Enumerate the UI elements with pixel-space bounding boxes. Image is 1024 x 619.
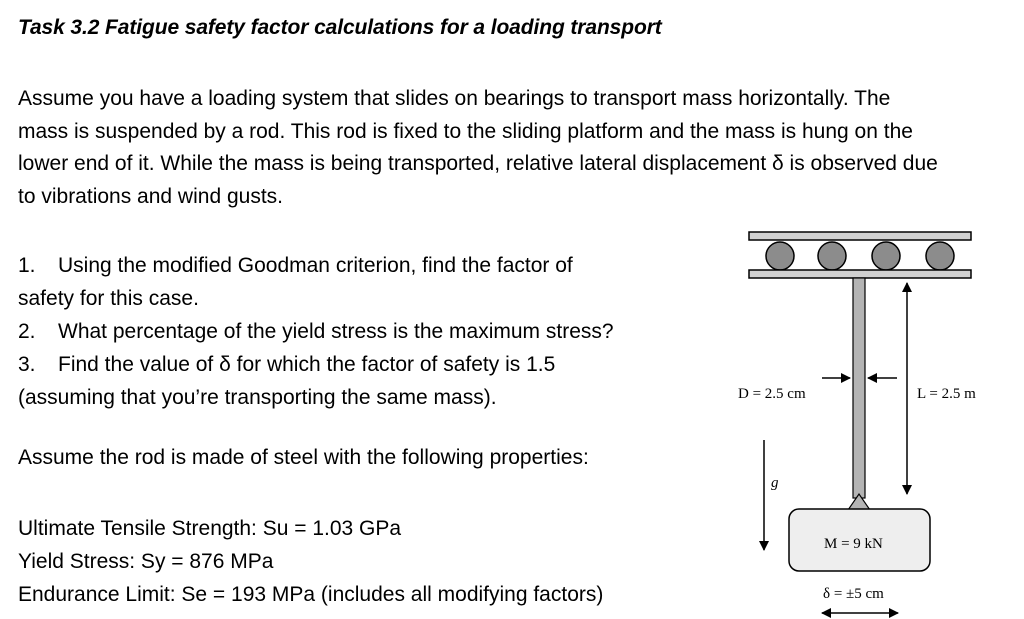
property-ultimate-strength: Ultimate Tensile Strength: Su = 1.03 GPa: [18, 517, 402, 540]
property-yield-stress: Yield Stress: Sy = 876 MPa: [18, 550, 274, 573]
task-continuation: (assuming that you’re transporting the same mass).: [18, 386, 497, 409]
intro-paragraph: Assume you have a loading system that slides on bearings to transport mass horizontally. The mass is suspended by a rod. This rod is fixed to the sliding platform and the mass is hung on the lower end of it. While the mass is being transported, relative lateral displacement δ is observed due to vibrations and wind gusts.: [18, 87, 938, 208]
displacement-label: δ = ±5 cm: [823, 586, 884, 602]
bearing-roller: [926, 242, 954, 270]
suspension-rod: [853, 278, 865, 498]
rod-pivot: [848, 494, 870, 510]
length-label: L = 2.5 m: [917, 386, 976, 402]
mass-label: M = 9 kN: [824, 536, 883, 552]
bearing-roller: [766, 242, 794, 270]
task-number: 1.: [18, 254, 36, 277]
sliding-platform: [749, 270, 971, 278]
task-number: 3.: [18, 353, 36, 376]
bearing-roller: [818, 242, 846, 270]
task-text: Find the value of δ for which the factor of safety is 1.5: [58, 353, 556, 376]
task-number: 2.: [18, 320, 36, 343]
task-title: Task 3.2 Fatigue safety factor calculations for a loading transport: [18, 16, 662, 39]
task-text: Using the modified Goodman criterion, find the factor of: [58, 254, 573, 277]
top-rail: [749, 232, 971, 240]
gravity-label: g: [771, 475, 779, 491]
task-continuation: safety for this case.: [18, 287, 199, 310]
property-endurance-limit: Endurance Limit: Se = 193 MPa (includes all modifying factors): [18, 583, 604, 606]
bearing-roller: [872, 242, 900, 270]
task-text: What percentage of the yield stress is the maximum stress?: [58, 320, 614, 343]
assumption-text: Assume the rod is made of steel with the following properties:: [18, 446, 589, 469]
diameter-label: D = 2.5 cm: [738, 386, 806, 402]
